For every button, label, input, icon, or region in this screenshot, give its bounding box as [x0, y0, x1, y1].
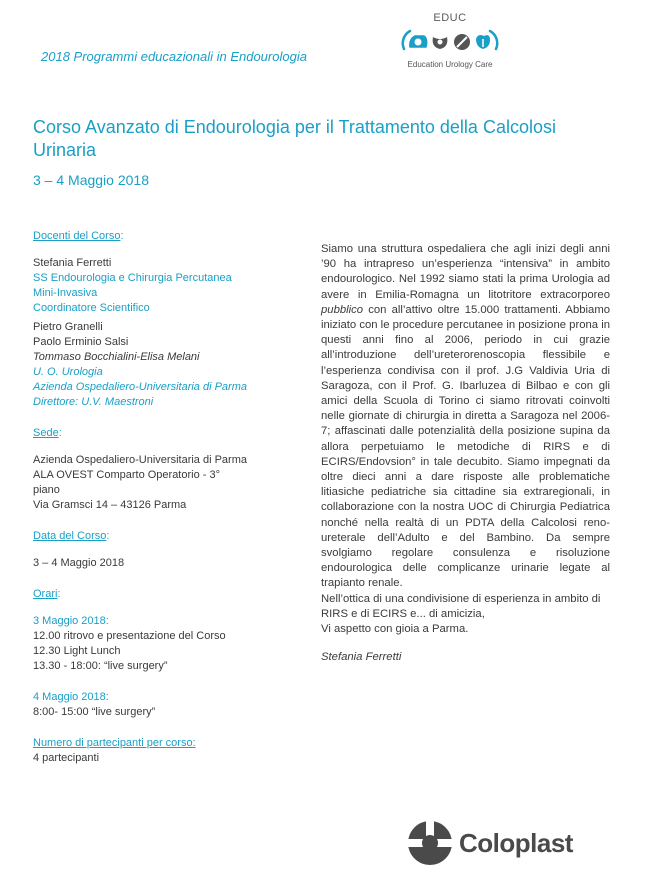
venue-line-1: Azienda Ospedaliero-Universitaria di Parma [33, 454, 247, 466]
closing-line-1: Nell’ottica di una condivisione di esperienza in ambito di RIRS e di ECIRS e... di amicizia, [321, 592, 601, 620]
faculty-name-4: Tommaso Bocchialini-Elisa Melani [33, 351, 200, 363]
faculty-name-2: Pietro Granelli [33, 321, 103, 333]
schedule-day-1: 3 Maggio 2018: [33, 615, 109, 627]
description-italic: pubblico [321, 303, 364, 316]
faculty-role-3: Coordinatore Scientifico [33, 302, 150, 314]
venue-line-3: piano [33, 484, 60, 496]
header-program-title: 2018 Programmi educazionali in Endourologia [41, 49, 307, 64]
schedule-item: 8:00- 15:00 “live surgery” [33, 706, 156, 718]
description-column [321, 242, 610, 665]
signature: Stefania Ferretti [321, 651, 402, 664]
educ-logo-title: EDUC [433, 12, 467, 24]
faculty-role-2: Mini-Invasiva [33, 287, 98, 299]
venue-heading: Sede: [33, 427, 62, 439]
coloplast-logo-icon [407, 820, 453, 866]
course-title: Corso Avanzato di Endourologia per il Trattamento della Calcolosi Urinaria [33, 117, 556, 160]
coloplast-logo-name: Coloplast [459, 828, 573, 858]
faculty-heading: Docenti del Corso: [33, 230, 124, 242]
faculty-unit: U. O. Urologia [33, 366, 103, 378]
schedule-item: 12.30 Light Lunch [33, 645, 121, 657]
description-paragraph: Siamo una struttura ospedaliera che agli inizi degli anni ’90 ha intrapreso un’esperienza “intensiva” in ambito endourologico. Nel 1992 siamo stati la prima Urologia ad avere in Emilia-Romagna un litotritore extracorporeo pubblico con all’attivo oltre 15.000 trattamenti. Abbiamo iniziato con le procedure percutanee in posizione prona in questi anni fino al 2006, periodo in cui grazie all’introduzione dell’ureterorenoscopia flessibile e l’esperienza condivisa con il prof. J.G Valdivia Uria di Saragoza, con il Prof. G. Ibarluzea di Bilbao e con gli amici della Scuola di Torino ci siamo ritrovati coinvolti nelle giornate di chirurgia in diretta a Saragoza nel 2006-7; affascinati dalle potenzialità della posizione supina da allora perpetuiamo le metodiche di RIRS e di ECIRS/Endovsion° in tale decubito. Siamo impegnati da oltre dieci anni a dare risposte alle problematiche litiasiche pediatriche sia cittadine sia extraregionali, in collaborazione con la nostra UOC di Chirurgia Pediatrica nonché nella realtà di un PDTA della Calcolosi reno-ureterale dell’Adulto e del Bambino. Da sempre svolgiamo regolare consulenza e risoluzione endourologica delle complicanze urinarie legate al trapianto renale. [321, 243, 611, 590]
faculty-name-1: Stefania Ferretti [33, 257, 112, 269]
participants-heading: Numero di partecipanti per corso: [33, 737, 196, 749]
participants-value: 4 partecipanti [33, 752, 100, 764]
faculty-name-3: Paolo Erminio Salsi [33, 336, 129, 348]
schedule-item: 13.30 - 18:00: “live surgery” [33, 660, 168, 672]
venue-line-2: ALA OVEST Comparto Operatorio - 3° [33, 469, 220, 481]
venue-line-4: Via Gramsci 14 – 43126 Parma [33, 499, 187, 511]
faculty-role-1: SS Endourologia e Chirurgia Percutanea [33, 272, 232, 284]
schedule-heading: Orari: [33, 588, 61, 600]
course-info-column [33, 229, 288, 766]
educ-logo [395, 12, 505, 86]
course-date-heading: Data del Corso: [33, 530, 110, 542]
schedule-day-2: 4 Maggio 2018: [33, 691, 109, 703]
course-date-value: 3 – 4 Maggio 2018 [33, 557, 125, 569]
educ-logo-subtitle: Education Urology Care [407, 60, 493, 69]
faculty-hospital: Azienda Ospedaliero-Universitaria di Parma [33, 381, 247, 393]
closing-line-2: Vi aspetto con gioia a Parma. [321, 623, 469, 636]
course-date: 3 – 4 Maggio 2018 [33, 172, 149, 188]
faculty-director: Direttore: U.V. Maestroni [33, 396, 154, 408]
schedule-item: 12.00 ritrovo e presentazione del Corso [33, 630, 226, 642]
coloplast-logo [407, 820, 617, 868]
educ-logo-icons [398, 27, 502, 57]
